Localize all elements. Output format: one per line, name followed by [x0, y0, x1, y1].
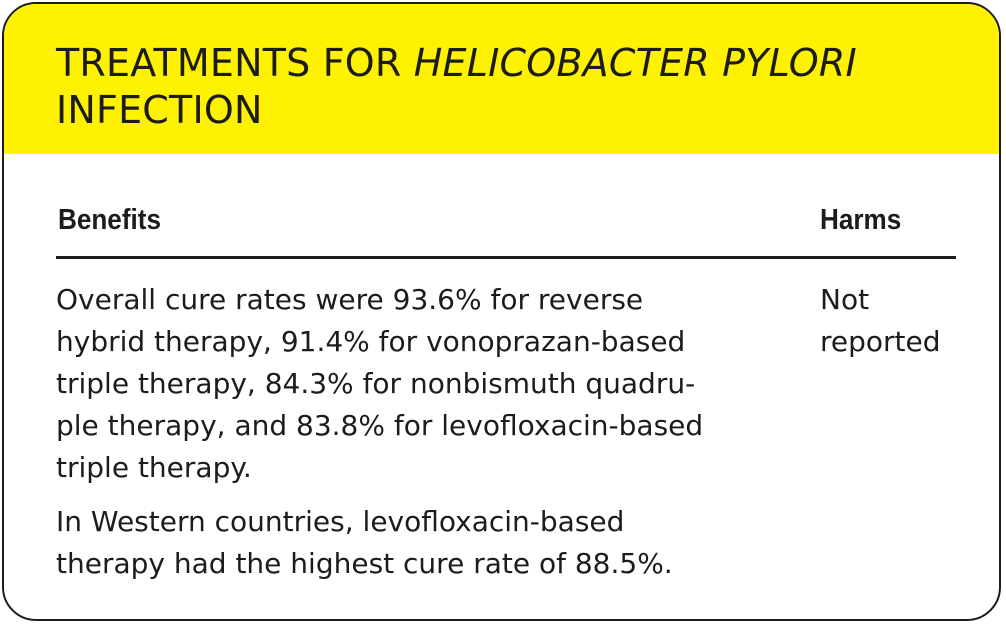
box-title — [56, 40, 956, 134]
benefits-line: therapy had the highest cure rate of 88.5%. — [56, 547, 673, 580]
benefits-line: triple therapy. — [56, 451, 252, 484]
title-line-2: INFECTION — [56, 88, 263, 132]
box-header — [4, 4, 999, 154]
benefits-line: ple therapy, and 83.8% for levofloxacin-based — [56, 409, 704, 442]
header-divider — [56, 256, 956, 259]
evidence-box — [2, 2, 1001, 621]
harms-line: Not — [820, 283, 870, 316]
harms-line: reported — [820, 325, 941, 358]
title-prefix: TREATMENTS FOR — [56, 41, 414, 85]
benefits-paragraph-western-countries — [56, 501, 776, 585]
benefits-column — [56, 279, 776, 597]
harms-heading: Harms — [820, 204, 902, 236]
benefits-line: triple therapy, 84.3% for nonbismuth quadru- — [56, 367, 696, 400]
harms-column — [820, 279, 980, 363]
benefits-line: In Western countries, levofloxacin-based — [56, 505, 625, 538]
benefits-line: Overall cure rates were 93.6% for reverse — [56, 283, 644, 316]
benefits-line: hybrid therapy, 91.4% for vonoprazan-based — [56, 325, 686, 358]
title-organism: HELICOBACTER PYLORI — [413, 41, 857, 85]
benefits-paragraph-overall-cure-rates — [56, 279, 776, 489]
benefits-heading: Benefits — [58, 204, 161, 236]
